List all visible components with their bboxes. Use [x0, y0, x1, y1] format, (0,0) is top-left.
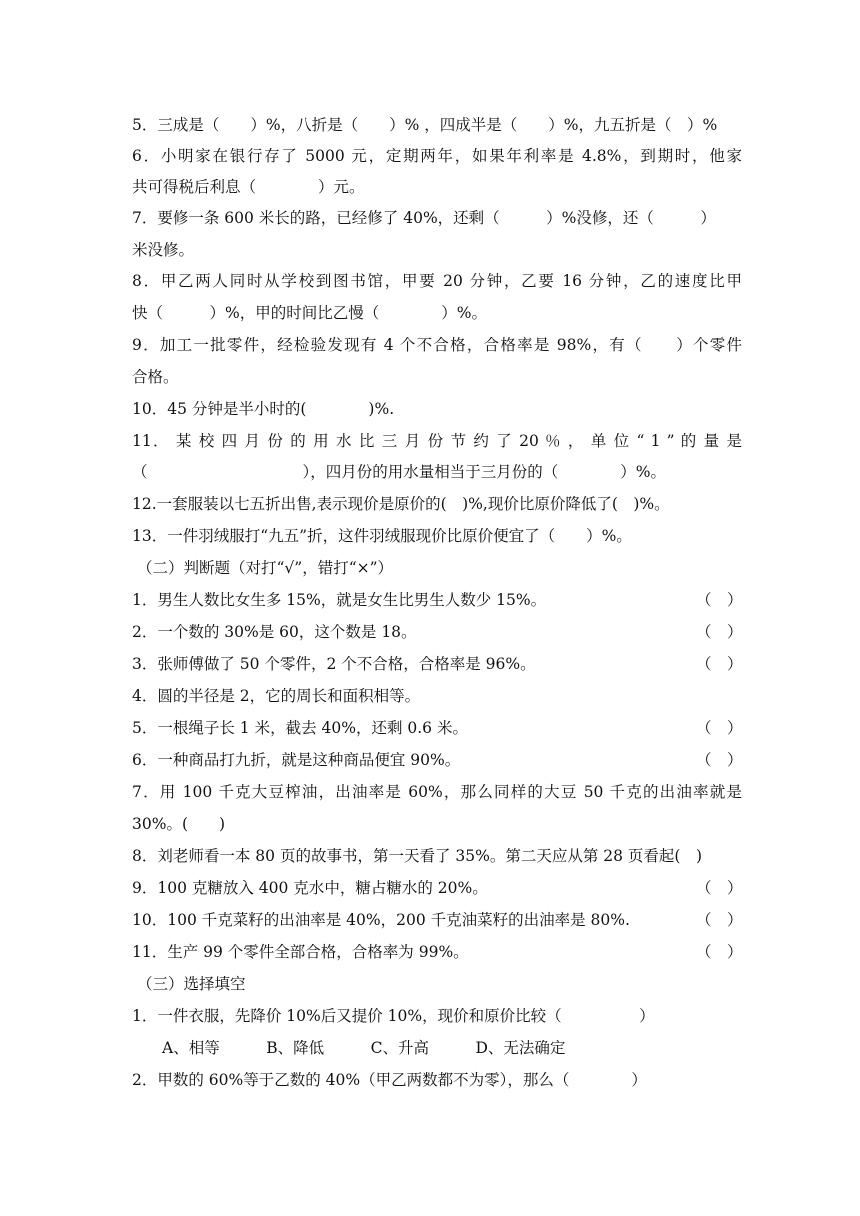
answer-paren[interactable]: （ ）	[696, 719, 743, 737]
judge-item-2	[132, 622, 743, 642]
choice-q1-options: A、相等 B、降低 C、升高 D、无法确定	[162, 1039, 566, 1057]
judge-item-text: 3．张师傅做了 50 个零件，2 个不合格，合格率是 96%。	[132, 655, 536, 673]
judge-item-text: 4．圆的半径是 2，它的周长和面积相等。	[132, 687, 421, 705]
answer-paren[interactable]: （ ）	[696, 751, 743, 769]
fill-in-q7-line2: 米没修。	[132, 241, 195, 259]
judge-item-7-line1: 7．用 100 千克大豆榨油，出油率是 60%，那么同样的大豆 50 千克的出油率就是	[132, 783, 742, 801]
judge-item-3	[132, 654, 743, 674]
judge-item-text: 1．男生人数比女生多 15%，就是女生比男生人数少 15%。	[132, 591, 547, 609]
fill-in-q9-line1: 9．加工一批零件，经检验发现有 4 个不合格，合格率是 98%，有（ ）个零件	[132, 336, 742, 354]
judge-item-text: 2．一个数的 30%是 60，这个数是 18。	[132, 623, 417, 641]
judge-item-7-line2: 30%。( )	[132, 815, 226, 833]
fill-in-q11-line1: 11． 某 校 四 月 份 的 用 水 比 三 月 份 节 约 了 20 ％ ， 单 位 “ 1 ” 的 量 是	[132, 432, 742, 450]
judge-item-8: 8．刘老师看一本 80 页的故事书，第一天看了 35%。第二天应从第 28 页看起( )	[132, 847, 702, 865]
fill-in-q11-line2: （ ），四月份的用水量相当于三月份的（ ）%。	[132, 463, 666, 481]
fill-in-q12: 12.一套服装以七五折出售,表示现价是原价的( )%,现价比原价降低了( )%。	[132, 495, 670, 513]
judge-item-10	[132, 910, 743, 930]
judge-item-6	[132, 750, 743, 770]
fill-in-q8-line2: 快（ ）%，甲的时间比乙慢（ ）%。	[132, 304, 487, 322]
judge-item-4	[132, 686, 732, 706]
answer-paren[interactable]: （ ）	[696, 655, 743, 673]
choice-q1: 1．一件衣服，先降价 10%后又提价 10%，现价和原价比较（ ）	[132, 1007, 655, 1025]
judge-item-11	[132, 942, 743, 962]
answer-paren[interactable]: （ ）	[696, 591, 743, 609]
fill-in-q6-line1: 6．小明家在银行存了 5000 元，定期两年，如果年利率是 4.8%，到期时，他家	[132, 147, 742, 165]
judge-item-text: 11．生产 99 个零件全部合格，合格率为 99%。	[132, 943, 469, 961]
fill-in-q8-line1: 8．甲乙两人同时从学校到图书馆，甲要 20 分钟，乙要 16 分钟，乙的速度比甲	[132, 272, 742, 290]
fill-in-q9-line2: 合格。	[132, 368, 179, 386]
answer-paren[interactable]: （ ）	[696, 943, 743, 961]
fill-in-q10: 10．45 分钟是半小时的( )%.	[132, 400, 395, 418]
fill-in-q7-line1: 7．要修一条 600 米长的路，已经修了 40%，还剩（ ）%没修，还（ ）	[132, 209, 716, 227]
fill-in-q5: 5．三成是（ ）%，八折是（ ）% ，四成半是（ ）%，九五折是（ ）%	[132, 116, 718, 134]
judge-item-text: 10．100 千克菜籽的出油率是 40%，200 千克油菜籽的出油率是 80%.	[132, 911, 630, 929]
judge-item-text: 5．一根绳子长 1 米，截去 40%，还剩 0.6 米。	[132, 719, 468, 737]
fill-in-q6-line2: 共可得税后利息（ ）元。	[132, 178, 365, 196]
answer-paren[interactable]: （ ）	[696, 911, 743, 929]
fill-in-q13: 13．一件羽绒服打“九五”折，这件羽绒服现价比原价便宜了（ ）%。	[132, 527, 632, 545]
choice-heading: （三）选择填空	[137, 975, 246, 993]
judge-heading: （二）判断题（对打“√”，错打“×”）	[137, 559, 394, 577]
answer-paren[interactable]: （ ）	[696, 879, 743, 897]
judge-item-9	[132, 878, 743, 898]
judge-item-5	[132, 718, 743, 738]
judge-item-text: 6．一种商品打九折，就是这种商品便宜 90%。	[132, 751, 461, 769]
judge-item-text: 9．100 克糖放入 400 克水中，糖占糖水的 20%。	[132, 879, 488, 897]
judge-item-1	[132, 590, 743, 610]
answer-paren[interactable]: （ ）	[696, 623, 743, 641]
choice-q2: 2．甲数的 60%等于乙数的 40%（甲乙两数都不为零），那么（ ）	[132, 1071, 647, 1089]
